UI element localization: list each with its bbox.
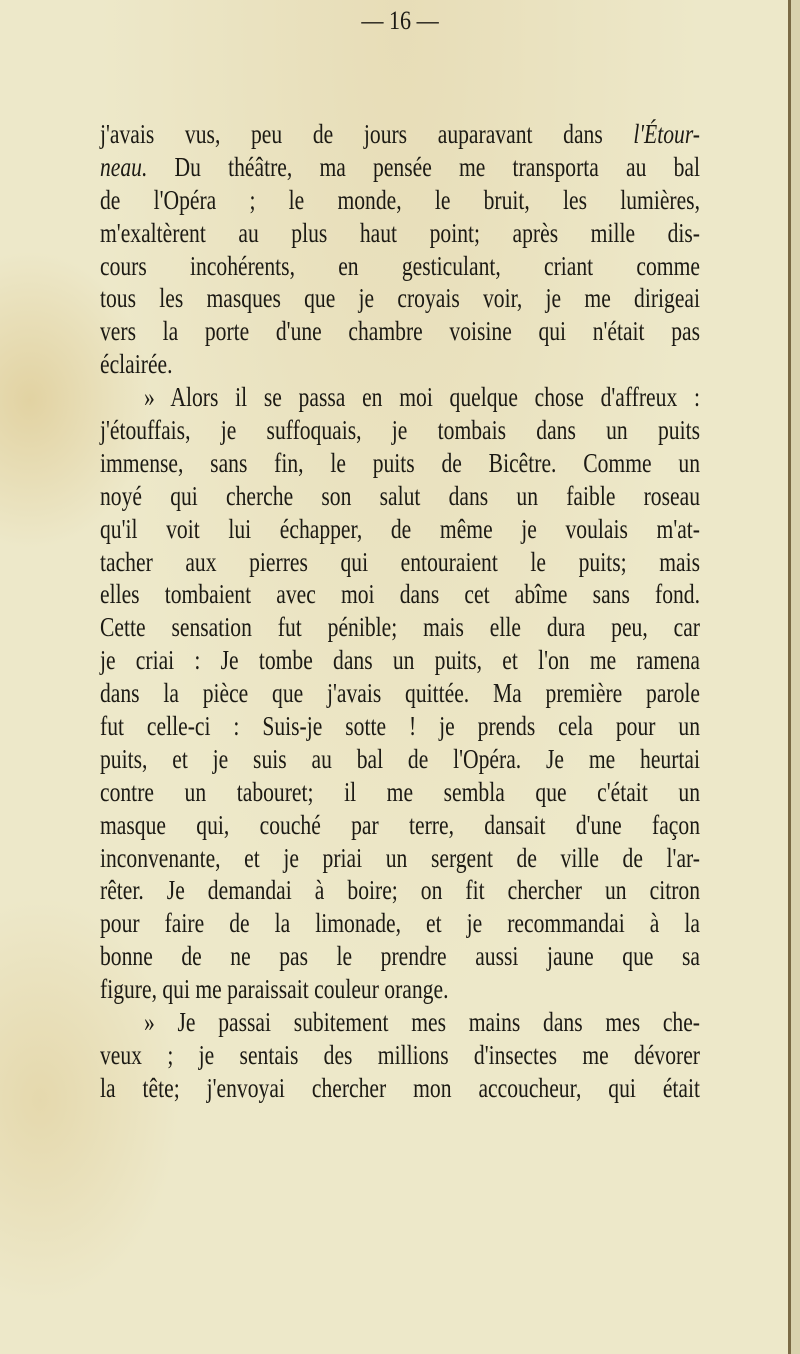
text-line: [100, 1006, 700, 1039]
text-line: [100, 611, 700, 644]
text-line: [100, 973, 700, 1006]
italic-text: l'Étour-: [633, 119, 700, 149]
italic-text: neau.: [100, 151, 148, 182]
line-text: tacher aux pierres qui entouraient le puits; mais: [100, 546, 700, 577]
text-line: [100, 578, 700, 611]
text-line: [100, 250, 700, 283]
line-text: noyé qui cherche son salut dans un faible roseau: [100, 480, 700, 511]
text-line: [100, 381, 700, 414]
line-text: figure, qui me paraissait couleur orange.: [100, 974, 449, 1005]
line-text: » Je passai subitement mes mains dans mes che-: [144, 1007, 700, 1038]
line-text: masque qui, couché par terre, dansait d'une façon: [100, 809, 700, 840]
text-line: [100, 677, 700, 710]
book-spine-line: [788, 0, 791, 1354]
line-text: inconvenante, et je priai un sergent de ville de l'ar-: [100, 842, 700, 873]
text-line: [100, 710, 700, 743]
line-text: j'avais vus, peu de jours auparavant dans: [100, 119, 634, 149]
text-line: [100, 940, 700, 973]
text-line: [100, 348, 700, 381]
text-line: [100, 907, 700, 940]
line-text: dans la pièce que j'avais quittée. Ma première parole: [100, 678, 700, 709]
line-text: vers la porte d'une chambre voisine qui n'était pas: [100, 316, 700, 347]
line-text: la tête; j'envoyai chercher mon accoucheur, qui était: [100, 1072, 700, 1103]
line-text: pour faire de la limonade, et je recommandai à la: [100, 908, 700, 939]
line-text: cours incohérents, en gesticulant, criant comme: [100, 250, 700, 281]
text-line: [100, 1072, 700, 1105]
page-number: — 16 —: [361, 6, 439, 35]
text-line: [100, 151, 700, 184]
text-line: [100, 743, 700, 776]
line-text: Du théâtre, ma pensée me transporta au bal: [147, 151, 700, 182]
text-line: [100, 546, 700, 579]
text-line: [100, 776, 700, 809]
text-line: [100, 809, 700, 842]
text-line: [100, 644, 700, 677]
text-line: [100, 874, 700, 907]
line-text: immense, sans fin, le puits de Bicêtre. Comme un: [100, 447, 700, 478]
text-line: [100, 414, 700, 447]
text-line: [100, 118, 700, 151]
line-text: tous les masques que je croyais voir, je me dirigeai: [100, 283, 700, 314]
page-edge: [791, 0, 800, 1354]
text-line: [100, 217, 700, 250]
text-line: [100, 480, 700, 513]
line-text: fut celle-ci : Suis-je sotte ! je prends cela pour un: [100, 711, 700, 742]
line-text: bonne de ne pas le prendre aussi jaune que sa: [100, 941, 700, 972]
line-text: de l'Opéra ; le monde, le bruit, les lumières,: [100, 184, 700, 215]
line-text: qu'il voit lui échapper, de même je voulais m'at-: [100, 513, 700, 544]
line-text: je criai : Je tombe dans un puits, et l'on me ramena: [100, 645, 700, 676]
line-text: éclairée.: [100, 349, 173, 380]
line-text: » Alors il se passa en moi quelque chose d'affreux :: [144, 382, 700, 413]
line-text: elles tombaient avec moi dans cet abîme sans fond.: [100, 579, 700, 610]
body-text: [100, 118, 700, 1105]
text-line: [100, 1039, 700, 1072]
text-line: [100, 315, 700, 348]
line-text: j'étouffais, je suffoquais, je tombais dans un puits: [100, 415, 700, 446]
line-text: Cette sensation fut pénible; mais elle dura peu, car: [100, 612, 700, 643]
text-line: [100, 184, 700, 217]
line-text: m'exaltèrent au plus haut point; après mille dis-: [100, 217, 700, 248]
text-line: [100, 447, 700, 480]
line-text: rêter. Je demandai à boire; on fit chercher un citron: [100, 875, 700, 906]
text-line: [100, 282, 700, 315]
line-text: contre un tabouret; il me sembla que c'était un: [100, 776, 700, 807]
line-text: puits, et je suis au bal de l'Opéra. Je me heurtai: [100, 743, 700, 774]
text-line: [100, 513, 700, 546]
text-line: [100, 842, 700, 875]
line-text: veux ; je sentais des millions d'insectes me dévorer: [100, 1039, 700, 1070]
